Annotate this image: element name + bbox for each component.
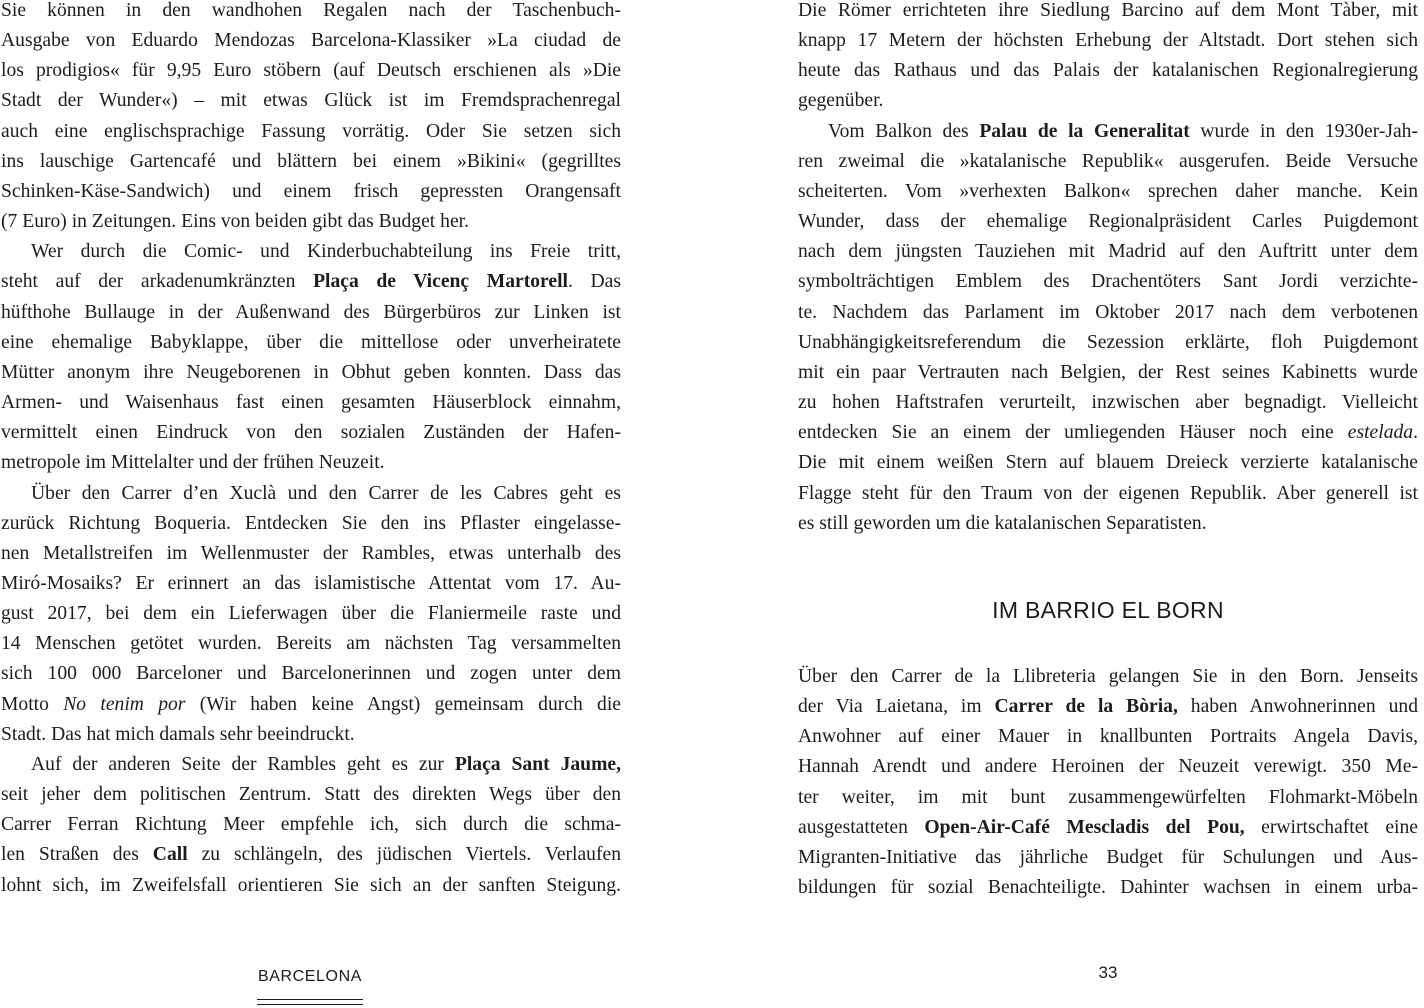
text-line: los prodigios« für 9,95 Euro stöbern (auf Deutsch erschienen als »Die xyxy=(1,60,621,82)
text-line: heute das Rathaus und das Palais der katalanischen Regionalregierung xyxy=(798,60,1418,82)
right-column-born xyxy=(798,662,1418,903)
place-name: Plaça de Vicenç Martorell xyxy=(313,271,568,293)
text-line: Ausgabe von Eduardo Mendozas Barcelona-Klassiker »La ciudad de xyxy=(1,30,621,52)
text-line: (7 Euro) in Zeitungen. Eins von beiden gibt das Budget her. xyxy=(1,211,469,233)
place-name: Carrer de la Bòria, xyxy=(994,696,1178,718)
motto-italic: No tenim por xyxy=(63,693,186,715)
text-line: ausgestatteten Open-Air-Café Mescladis del Pou, erwirtschaftet eine xyxy=(798,816,1418,838)
text-line: Hannah Arendt und andere Heroinen der Neuzeit verewigt. 350 Me- xyxy=(798,756,1418,778)
text-line: te. Nachdem das Parlament im Oktober 2017 nach dem verbotenen xyxy=(798,301,1418,323)
paragraph-bookstore xyxy=(1,0,621,237)
text-line: Stadt. Das hat mich damals sehr beeindruckt. xyxy=(1,723,355,745)
text-line: Migranten-Initiative das jährliche Budget für Schulungen und Aus- xyxy=(798,846,1418,868)
page-number: 33 xyxy=(1098,963,1118,982)
text-line: ins lauschige Gartencafé und blättern bei einem »Bikini« (gegrilltes xyxy=(1,150,621,172)
paragraph-generalitat xyxy=(798,117,1418,539)
paragraph-placa-sant-jaume xyxy=(1,750,621,901)
place-name: Call xyxy=(152,844,188,866)
text-line: vermittelt einen Eindruck von den sozialen Zuständen der Hafen- xyxy=(1,422,621,444)
text-line: es still geworden um die katalanischen Separatisten. xyxy=(798,512,1207,534)
paragraph-placa-martorell xyxy=(1,237,621,478)
place-name: Plaça Sant Jaume, xyxy=(454,753,621,775)
text-line: Armen- und Waisenhaus fast einen gesamten Häuserblock einnahm, xyxy=(1,392,621,414)
text-line: Motto No tenim por (Wir haben keine Angst) gemeinsam durch die xyxy=(1,693,621,715)
paragraph-born xyxy=(798,662,1418,903)
paragraph-barcino xyxy=(798,0,1418,117)
text-line: Flagge steht für den Traum von der eigenen Republik. Aber generell ist xyxy=(798,482,1418,504)
running-head: BARCELONA xyxy=(257,968,363,985)
text-line: Wer durch die Comic- und Kinderbuchabteilung ins Freie tritt, xyxy=(31,241,621,263)
text-line: bildungen für sozial Benachteiligte. Dahinter wachsen in einem urba- xyxy=(798,877,1418,899)
text-line: mit ein paar Vertrauten nach Belgien, der Rest seines Kabinetts wurde xyxy=(798,361,1418,383)
text-line: symbolträchtigen Emblem des Drachentöters Sant Jordi verzichte- xyxy=(798,271,1418,293)
text-line: Carrer Ferran Richtung Meer empfehle ich, sich durch die schma- xyxy=(1,814,621,836)
text-line: Schinken-Käse-Sandwich) und einem frisch gepressten Orangensaft xyxy=(1,180,621,202)
text-line: nen Metallstreifen im Wellenmuster der Rambles, etwas unterhalb des xyxy=(1,542,621,564)
text-line: Anwohner auf einer Mauer in knallbunten Portraits Angela Davis, xyxy=(798,726,1418,748)
text-line: zu hohen Haftstrafen verurteilt, inzwischen aber begnadigt. Vielleicht xyxy=(798,392,1418,414)
text-line: Stadt der Wunder«) – mit etwas Glück ist im Fremdsprachenregal xyxy=(1,90,621,112)
text-line: Unabhängigkeitsreferendum die Sezession erklärte, floh Puigdemont xyxy=(798,331,1418,353)
text-line: zurück Richtung Boqueria. Entdecken Sie den ins Pflaster eingelasse- xyxy=(1,512,621,534)
text-line: nach dem jüngsten Tauziehen mit Madrid auf den Auftritt unter dem xyxy=(798,241,1418,263)
text-line: sich 100 000 Barceloner und Barcelonerinnen und zogen unter dem xyxy=(1,663,621,685)
text-line: gust 2017, bei dem ein Lieferwagen über die Flaniermeile raste und xyxy=(1,603,621,625)
text-line: Auf der anderen Seite der Rambles geht es zur Plaça Sant Jaume, xyxy=(31,753,621,775)
text-line: ter weiter, im mit bunt zusammengewürfelten Flohmarkt-Möbeln xyxy=(798,786,1418,808)
text-line: 14 Menschen getötet wurden. Bereits am nächsten Tag versammelten xyxy=(1,633,621,655)
text-line: steht auf der arkadenumkränzten Plaça de Vicenç Martorell. Das xyxy=(1,271,621,293)
text-line: metropole im Mittelalter und der frühen Neuzeit. xyxy=(1,452,385,474)
text-line: Sie können in den wandhohen Regalen nach der Taschenbuch- xyxy=(1,0,621,21)
section-heading: IM BARRIO EL BORN xyxy=(992,597,1224,623)
text-line: Die Römer errichteten ihre Siedlung Barcino auf dem Mont Tàber, mit xyxy=(798,0,1418,21)
running-head-rule xyxy=(257,999,363,1005)
text-line: seit jeher dem politischen Zentrum. Statt des direkten Wegs über den xyxy=(1,784,621,806)
text-line: len Straßen des Call zu schlängeln, des jüdischen Viertels. Verlaufen xyxy=(1,844,621,866)
place-name: Open-Air-Café Mescladis del Pou, xyxy=(924,816,1245,838)
text-line: Miró-Mosaiks? Er erinnert an das islamistische Attentat vom 17. Au- xyxy=(1,572,621,594)
text-line: Wunder, dass der ehemalige Regionalpräsident Carles Puigdemont xyxy=(798,211,1418,233)
text-line: Über den Carrer d’en Xuclà und den Carrer de les Cabres geht es xyxy=(31,482,621,504)
text-line: Mütter anonym ihre Neugeborenen in Obhut geben konnten. Dass das xyxy=(1,361,621,383)
text-line: auch eine englischsprachige Fassung vorrätig. Oder Sie setzen sich xyxy=(1,120,621,142)
text-line: Vom Balkon des Palau de la Generalitat wurde in den 1930er-Jah- xyxy=(828,120,1419,142)
text-line: hüfthohe Bullauge in der Außenwand des Bürgerbüros zur Linken ist xyxy=(1,301,621,323)
text-line: Über den Carrer de la Llibreteria gelangen Sie in den Born. Jenseits xyxy=(798,666,1418,687)
text-line: ren zweimal die »katalanische Republik« ausgerufen. Beide Versuche xyxy=(798,150,1418,172)
term-italic: estelada xyxy=(1347,422,1414,444)
text-line: der Via Laietana, im Carrer de la Bòria, haben Anwohnerinnen und xyxy=(798,696,1418,718)
text-line: eine ehemalige Babyklappe, über die mittellose oder unverheiratete xyxy=(1,331,621,353)
text-line: entdecken Sie an einem der umliegenden Häuser noch eine estelada. xyxy=(798,422,1418,444)
paragraph-rambles-memorial xyxy=(1,479,621,750)
text-line: Die mit einem weißen Stern auf blauem Dreieck verzierte katalanische xyxy=(798,452,1418,474)
right-column xyxy=(798,0,1418,539)
text-line: gegenüber. xyxy=(798,90,884,112)
text-line: lohnt sich, im Zweifelsfall orientieren Sie sich an der sanften Steigung. xyxy=(1,874,621,896)
left-column xyxy=(1,0,621,901)
text-line: scheiterten. Vom »verhexten Balkon« sprechen daher manche. Kein xyxy=(798,180,1418,202)
place-name: Palau de la Generalitat xyxy=(979,120,1190,142)
text-line: knapp 17 Metern der höchsten Erhebung der Altstadt. Dort stehen sich xyxy=(798,30,1418,52)
